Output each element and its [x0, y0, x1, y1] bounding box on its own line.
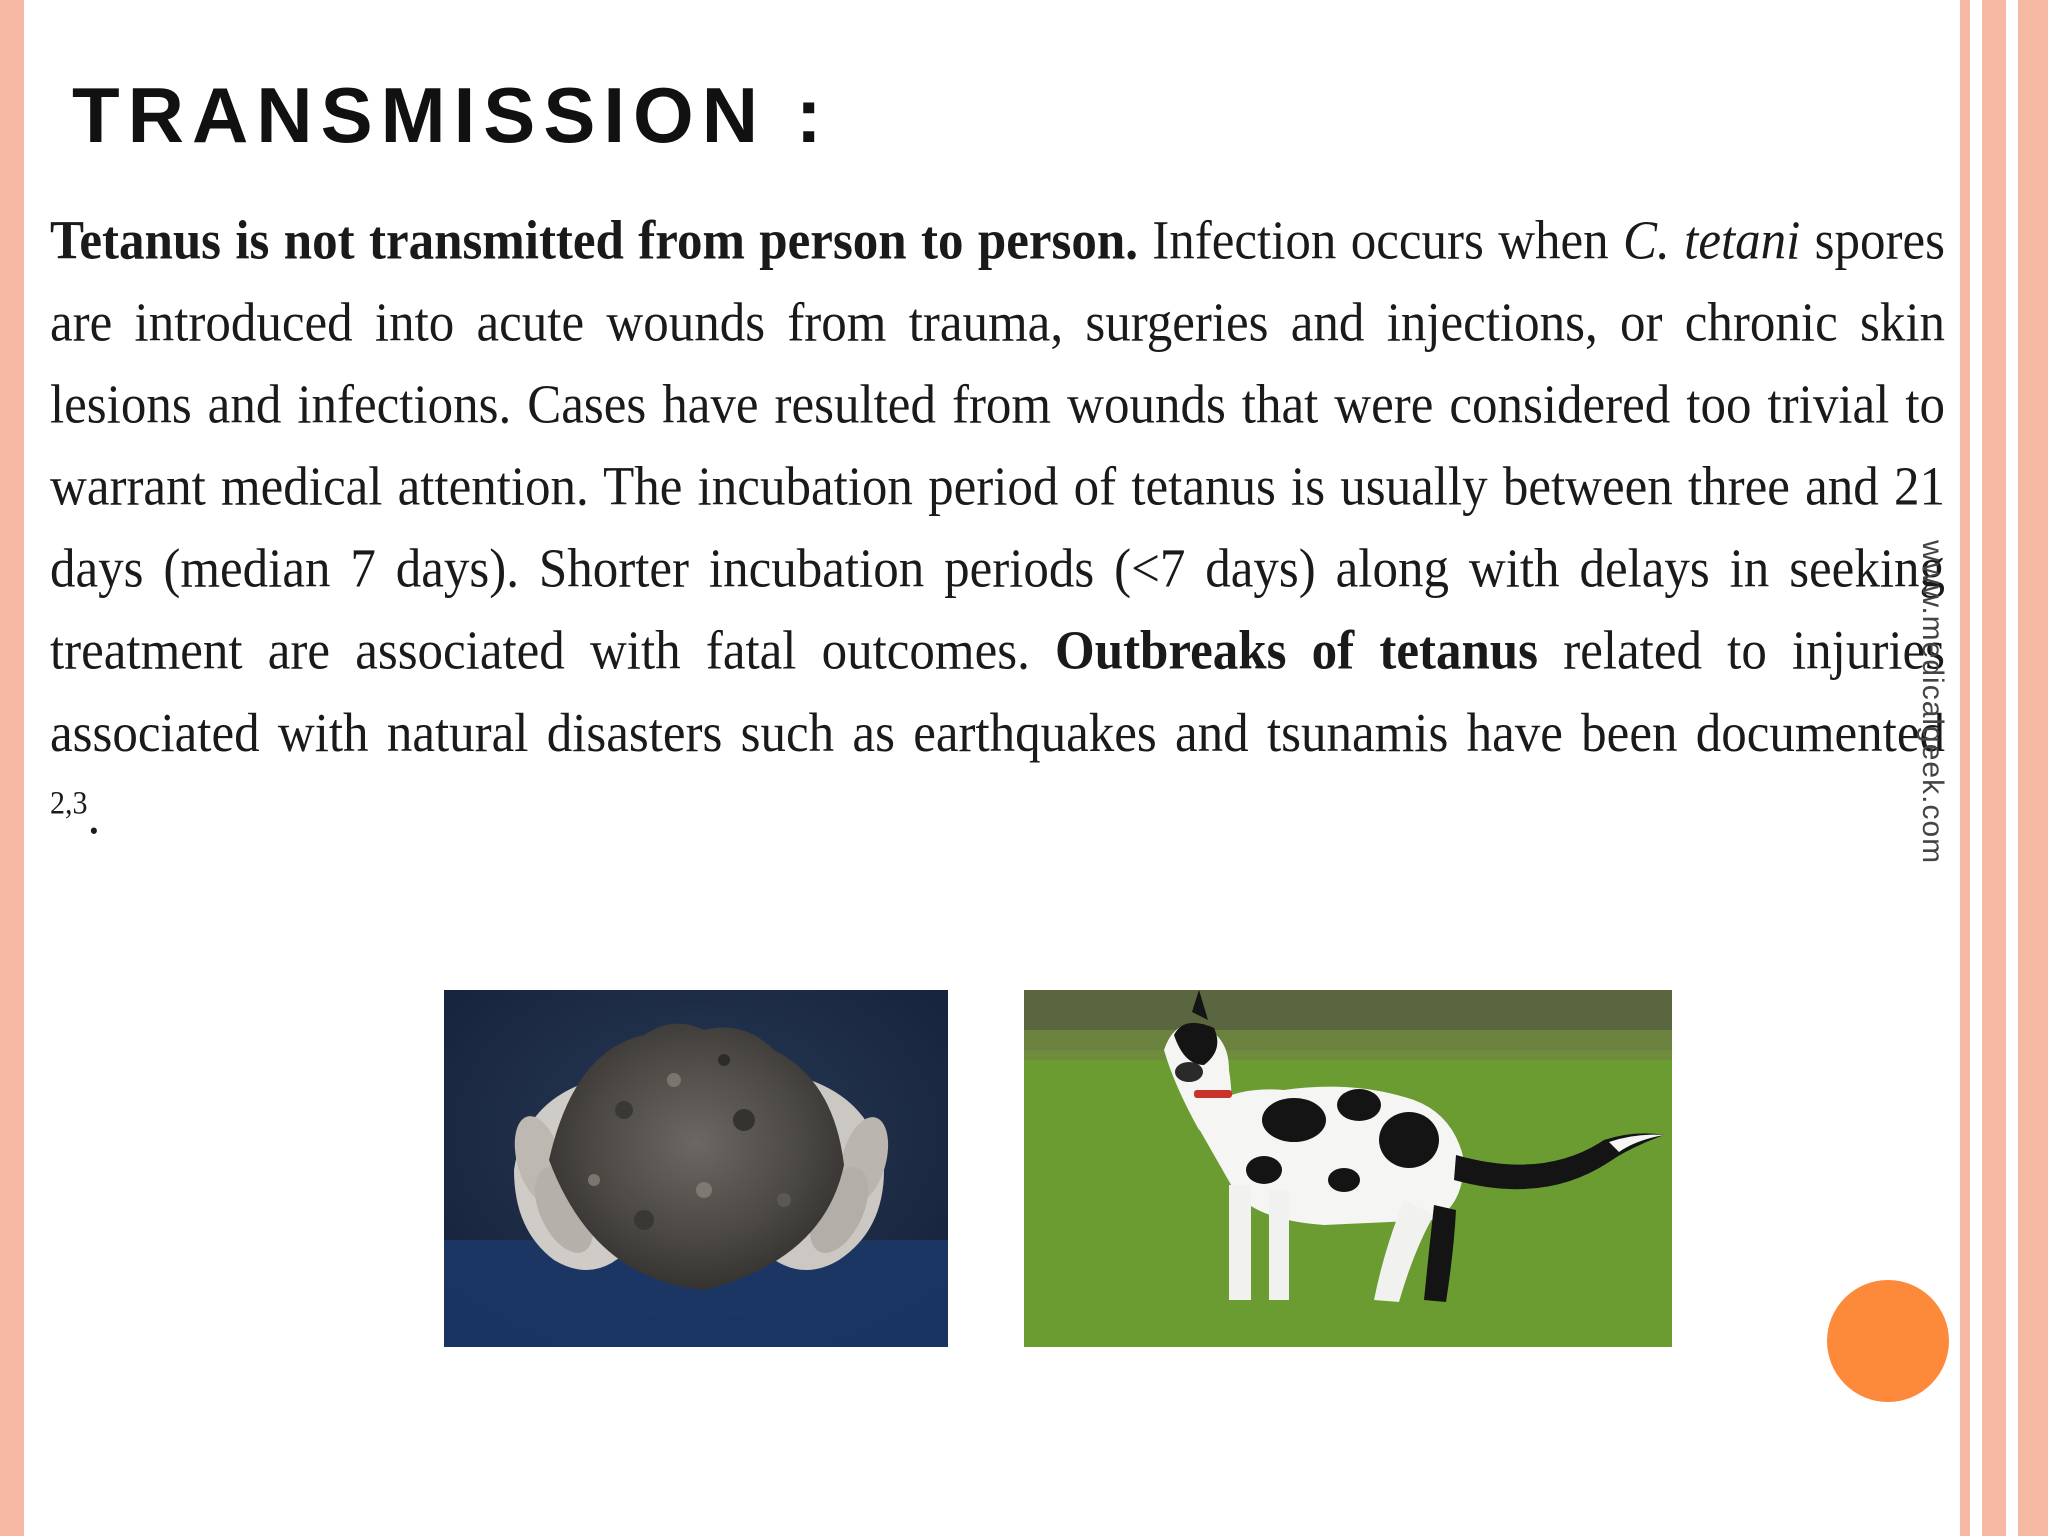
photo-dog-on-grass — [1024, 990, 1672, 1347]
body-paragraph — [50, 200, 1945, 857]
citation-superscript: 2,3 — [50, 785, 88, 821]
lead-sentence: Tetanus is not transmitted from person to person. — [50, 210, 1138, 272]
slide-border-right-stripe — [1982, 0, 2006, 1536]
watermark: www.medicalgeek.com — [1916, 540, 1949, 865]
organism-species: tetani — [1684, 210, 1801, 272]
text-run: . — [87, 785, 101, 846]
slide-border-left — [0, 0, 24, 1536]
accent-circle — [1827, 1280, 1949, 1402]
slide-border-right-stripe — [1960, 0, 1970, 1536]
text-run: Infection occurs when — [1137, 210, 1624, 272]
text-run — [1670, 211, 1684, 271]
soil-illustration — [444, 990, 948, 1347]
outbreaks-phrase: Outbreaks of tetanus — [1055, 621, 1539, 682]
organism-genus: C. — [1623, 210, 1670, 272]
photo-soil-in-hands — [444, 990, 948, 1347]
text-run: spores are introduced into acute wounds from trauma, surgeries and injections, or chronic skin lesions and infections. Cases have resulted from wounds that were considered too trivial to warrant medical attention. The incubation period of tetanus is usually between three and 21 days (median 7 days). Shorter incubation periods (<7 days) along with delays in seeking treatment are associated with fatal outcomes. — [50, 210, 1945, 682]
dog-illustration — [1024, 990, 1672, 1347]
slide-border-right-stripe — [2018, 0, 2048, 1536]
text-run: related to injuries associated with natural disasters such as earthquakes and tsunamis have been documented — [50, 621, 1945, 764]
slide-title: TRANSMISSION : — [72, 71, 830, 159]
